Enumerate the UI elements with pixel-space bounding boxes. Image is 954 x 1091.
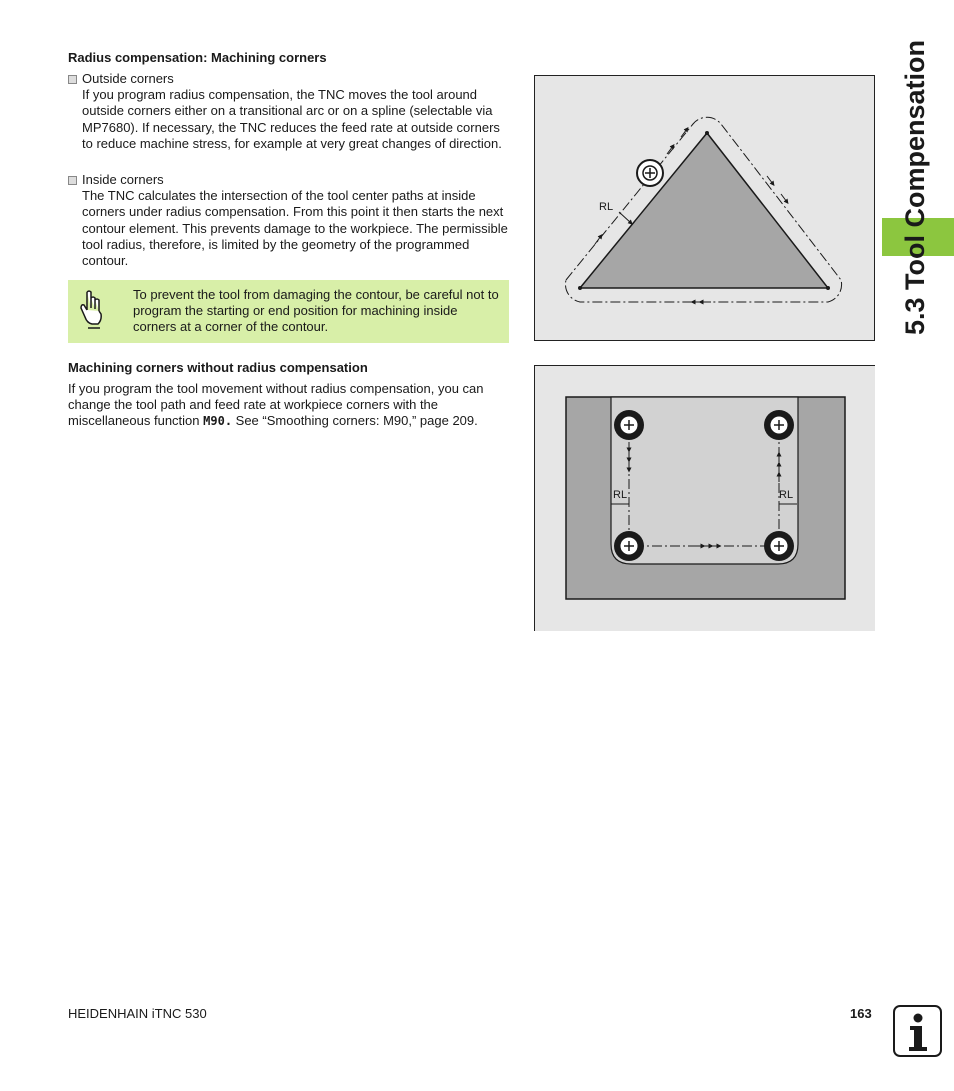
cutter-tool-icon [637, 160, 663, 186]
chapter-title: 5.3 Tool Compensation [900, 39, 930, 335]
figure-without-compensation [534, 365, 875, 631]
workpiece-triangle [580, 133, 828, 288]
rl-label-right: RL [779, 489, 794, 501]
corner-point [705, 131, 709, 135]
code-m90: M90. [203, 414, 233, 429]
path-arrow [595, 236, 601, 244]
rl-label-left: RL [613, 489, 628, 501]
pocket-diagram [535, 366, 875, 631]
bullet-title: Outside corners [82, 71, 174, 86]
figure-outside-corners [534, 75, 875, 341]
path-arrow [781, 194, 787, 202]
cutter-tool-icon [614, 531, 644, 561]
footer-manual-name: HEIDENHAIN iTNC 530 [68, 1006, 207, 1021]
corner-point [826, 286, 830, 290]
corner-point [578, 286, 582, 290]
section-heading-without-compensation: Machining corners without radius compensation [68, 360, 368, 375]
section-heading-radius-compensation: Radius compensation: Machining corners [68, 50, 327, 65]
pointing-hand-icon [78, 290, 104, 330]
rl-label: RL [599, 201, 614, 213]
bullet-square-icon [68, 176, 77, 185]
rl-dimension-line [619, 212, 631, 223]
bullet-inside-corners [68, 172, 513, 269]
cutter-tool-icon [614, 410, 644, 440]
note-text: To prevent the tool from damaging the contour, be careful not to program the starting or end position for machining inside corners at a corner of the contour. [133, 287, 499, 335]
path-arrow [767, 176, 773, 184]
bullet-outside-corners [68, 71, 513, 152]
bullet-title: Inside corners [82, 172, 164, 187]
info-icon [893, 1005, 942, 1057]
section2-paragraph [68, 381, 510, 430]
bullet-text: If you program radius compensation, the TNC moves the tool around outside corners either on a transitional arc or on a spline (selectable via MP7680). If necessary, the TNC reduces the feed rate at outside corners to reduce machine stress, for example at very great changes of direction. [82, 87, 502, 151]
cutter-tool-icon [764, 531, 794, 561]
paragraph-text-end: See “Smoothing corners: M90,” page 209. [232, 413, 478, 429]
cutter-tool-icon [764, 410, 794, 440]
bullet-square-icon [68, 75, 77, 84]
paragraph-text-start: If you program the tool movement without radius compensation, you can change the tool path and feed rate at workpiece corners with the miscellaneous function [68, 381, 484, 429]
bullet-text: The TNC calculates the intersection of the tool center paths at inside corners under radius compensation. From this point it then starts the next contour element. This prevents damage to the workpiece. The permissible tool radius, therefore, is limited by the geometry of the programmed contour. [82, 188, 508, 269]
page-number: 163 [850, 1006, 872, 1021]
triangle-diagram [535, 76, 874, 340]
note-box [68, 280, 509, 343]
